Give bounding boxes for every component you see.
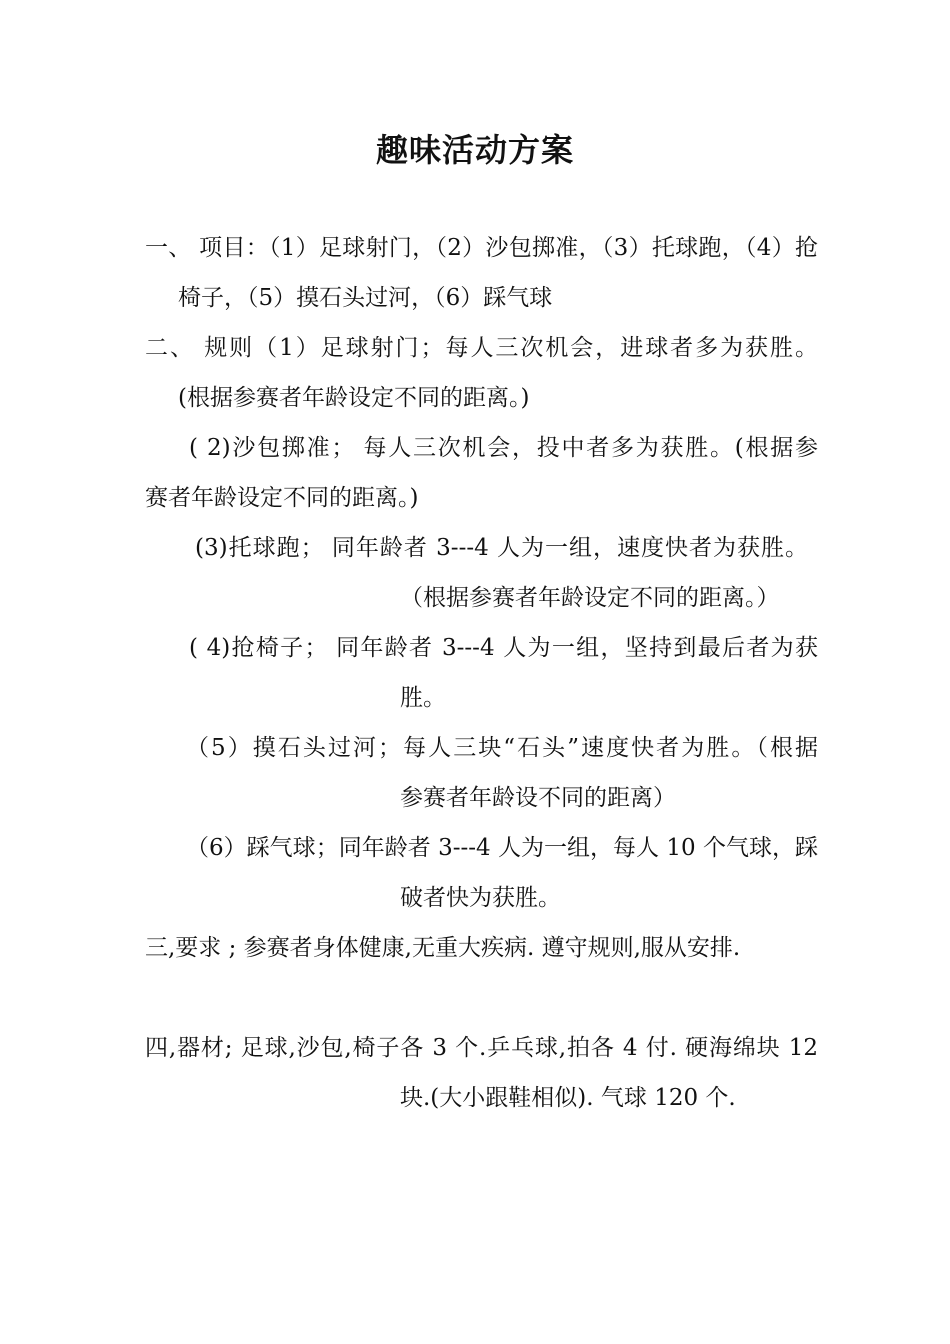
item-2-rule-1-line-1: 二、 规则（1）足球射门；每人三次机会，进球者多为获胜。 (145, 335, 818, 361)
item-4-equipment-line-2: 块.(大小跟鞋相似). 气球 120 个. (400, 1085, 736, 1111)
item-2-rule-2-line-1: ( 2)沙包掷准； 每人三次机会，投中者多为获胜。(根据参 (189, 435, 818, 461)
document-title: 趣味活动方案 (375, 131, 574, 169)
item-2-rule-5-line-2: 参赛者年龄设不同的距离） (400, 785, 676, 811)
item-4-equipment-line-1: 四,器材; 足球,沙包,椅子各 3 个.乒乓球,拍各 4 付. 硬海绵块 12 (145, 1035, 818, 1061)
item-3-requirements: 三,要求 ; 参赛者身体健康,无重大疾病. 遵守规则,服从安排. (145, 935, 741, 961)
item-2-rule-3-line-2: （根据参赛者年龄设定不同的距离。） (400, 585, 780, 611)
item-2-rule-3-line-1: (3)托球跑； 同年龄者 3---4 人为一组，速度快者为获胜。 (195, 535, 808, 561)
item-2-rule-6-line-1: （6）踩气球；同年龄者 3---4 人为一组，每人 10 个气球，踩 (186, 835, 818, 861)
item-2-rule-2-line-2: 赛者年龄设定不同的距离。) (145, 485, 419, 511)
item-2-rule-4-line-2: 胜。 (400, 685, 446, 711)
item-1-line-2: 椅子，（5）摸石头过河，（6）踩气球 (178, 285, 553, 311)
item-1-line-1: 一、 项目：（1）足球射门，（2）沙包掷准，（3）托球跑，（4）抢 (145, 235, 818, 261)
item-2-rule-6-line-2: 破者快为获胜。 (400, 885, 561, 911)
item-2-rule-4-line-1: ( 4)抢椅子； 同年龄者 3---4 人为一组，坚持到最后者为获 (189, 635, 818, 661)
item-2-rule-5-line-1: （5）摸石头过河；每人三块“石头”速度快者为胜。（根据 (186, 735, 818, 761)
item-2-rule-1-line-2: (根据参赛者年龄设定不同的距离。) (178, 385, 530, 411)
